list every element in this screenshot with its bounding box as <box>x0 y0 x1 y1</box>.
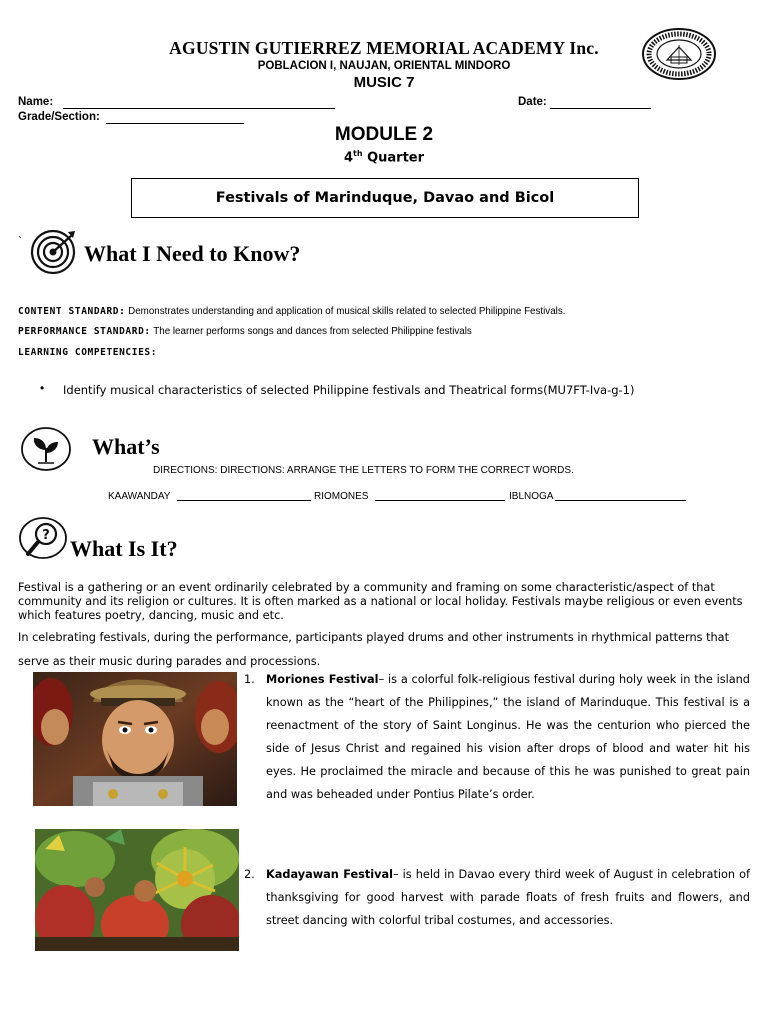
kadayawan-festival-photo <box>35 829 239 951</box>
competency-item: Identify musical characteristics of selected Philippine festivals and Theatrical forms(MU7FT-Iva-g-1) <box>63 383 635 397</box>
scrambled-word-1: KAAWANDAY <box>108 491 171 502</box>
heading-whats: What’s <box>92 434 160 459</box>
topic-title: Festivals of Marinduque, Davao and Bicol <box>215 190 555 206</box>
answer-field-3[interactable] <box>555 488 686 501</box>
scrambled-word-3: IBLNOGA <box>509 491 554 502</box>
grade-section-field[interactable] <box>106 111 244 124</box>
intro-paragraph: Festival is a gathering or an event ordinarily celebrated by a community and framing on some characteristic/aspect of that community and its religion or cultures. It is often marked as a national or local holiday. Festivals maybe religious or even events which features poetry, dancing, music and etc. <box>18 581 743 622</box>
date-field[interactable] <box>550 96 651 109</box>
festival-2-description: Kadayawan Festival– is held in Davao every third week of August in celebration of thanksgiving for good harvest with parade floats of fresh fruits and flowers, and street dancing with colorful tribal costumes, and accessories. <box>266 868 750 927</box>
heading-what-is-it: What Is It? <box>70 536 178 561</box>
scrambled-word-2: RIOMONES <box>314 491 369 502</box>
topic-title-box <box>131 178 639 218</box>
learning-competencies-label: LEARNING COMPETENCIES: <box>18 347 158 358</box>
grade-section-label: Grade/Section: <box>18 111 100 123</box>
moriones-festival-photo <box>33 672 237 806</box>
content-standard: CONTENT STANDARD: Demonstrates understanding and application of musical skills related to selected Philippine Festivals. <box>18 306 566 317</box>
svg-text:?: ? <box>42 528 50 543</box>
performance-standard: PERFORMANCE STANDARD: The learner performs songs and dances from selected Philippine festivals <box>18 326 472 337</box>
celebration-paragraph: In celebrating festivals, during the performance, participants played drums and other instruments in rhythmical patterns that serve as their music during parades and processions. <box>18 631 730 668</box>
seedling-icon <box>20 426 72 472</box>
name-field[interactable] <box>63 96 335 109</box>
school-name: AGUSTIN GUTIERREZ MEMORIAL ACADEMY Inc. <box>169 38 599 58</box>
heading-what-i-need-to-know: What I Need to Know? <box>84 241 301 266</box>
school-seal-logo <box>641 27 717 81</box>
festival-1-number: 1. <box>244 673 255 686</box>
festival-2-number: 2. <box>244 868 255 881</box>
date-label: Date: <box>518 96 547 108</box>
bullet-dot: • <box>40 381 45 395</box>
answer-field-1[interactable] <box>177 488 311 501</box>
stray-tick: ` <box>18 234 22 248</box>
target-icon <box>28 229 78 275</box>
name-label: Name: <box>18 96 54 108</box>
festival-1-description: Moriones Festival– is a colorful folk-religious festival during holy week in the island known as the “heart of the Philippines,” the island of Marinduque. This festival is a reenactment of the story of Saint Longinus. He was the centurion who pierced the side of Jesus Christ and regained his vision after drops of blood and water hit his eyes. He proclaimed the miracle and because of this he was punished to great pain and was beheaded under Pontius Pilate’s order. <box>266 673 750 801</box>
school-address: POBLACION I, NAUJAN, ORIENTAL MINDORO <box>257 60 511 72</box>
festival-1-name: Moriones Festival <box>266 673 379 686</box>
directions-text: DIRECTIONS: DIRECTIONS: ARRANGE THE LETTERS TO FORM THE CORRECT WORDS. <box>153 465 574 476</box>
festival-2-name: Kadayawan Festival <box>266 868 393 881</box>
module-title: MODULE 2 <box>334 124 434 145</box>
quarter-label: 4th Quarter <box>343 149 425 166</box>
subject-title: MUSIC 7 <box>353 74 415 91</box>
magnifier-question-icon <box>18 516 68 562</box>
answer-field-2[interactable] <box>375 488 505 501</box>
